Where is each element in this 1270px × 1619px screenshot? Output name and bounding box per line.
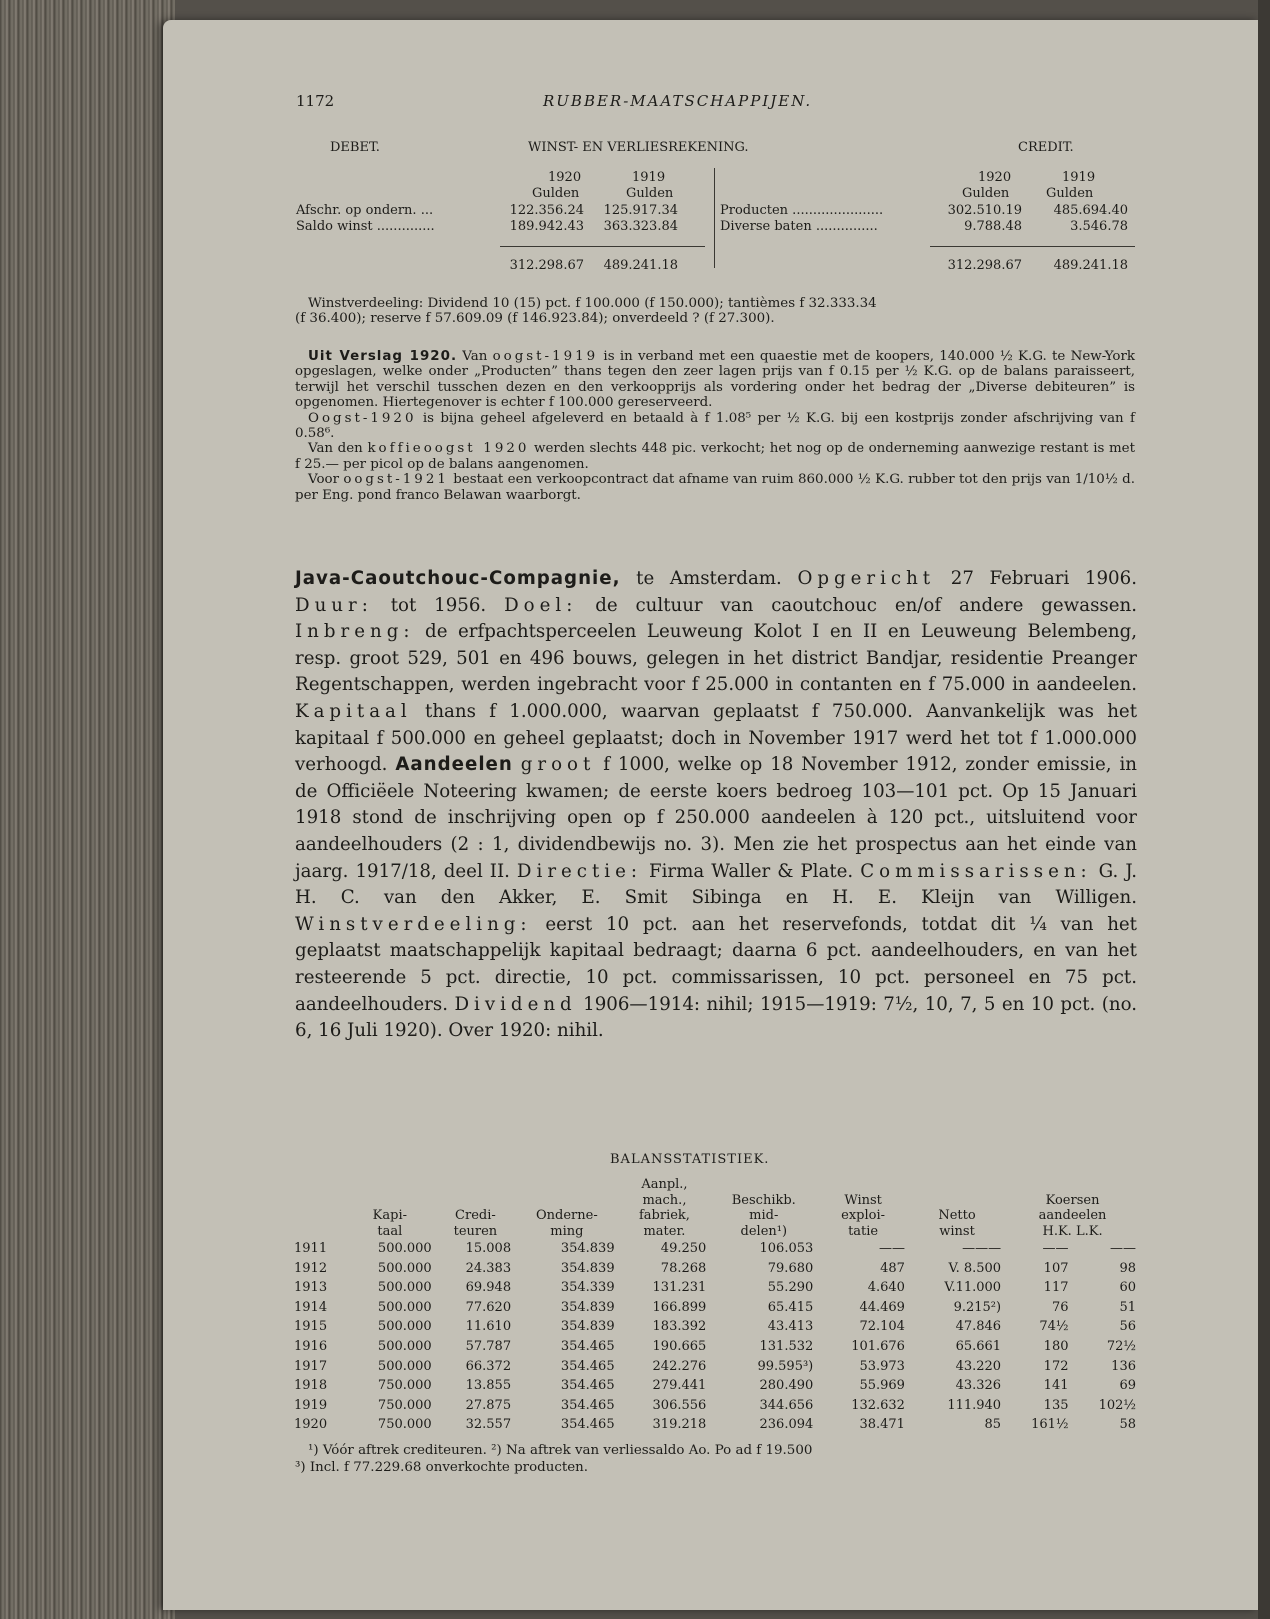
table-cell: 9.215²) xyxy=(953,1299,1002,1315)
table-cell: 183.392 xyxy=(652,1319,707,1335)
col-kapitaal: Kapi- taal xyxy=(372,1208,408,1239)
credit-label: Diverse baten ............... xyxy=(720,219,878,234)
table-cell: 131.532 xyxy=(759,1338,814,1354)
table-cell: 98 xyxy=(1119,1260,1136,1276)
verslag-text: bestaat een verkoopcontract dat afname van ruim 860.000 ½ K.G. rubber tot den prijs van 1/10½ d. per Eng. pond franco Belawan waarborgt. xyxy=(295,472,1135,503)
table-cell: 11.610 xyxy=(465,1319,512,1335)
wv-divider xyxy=(714,168,715,268)
table-cell: 43.220 xyxy=(955,1358,1002,1374)
verslag-text: Van den xyxy=(308,441,368,457)
table-cell: 354.465 xyxy=(560,1358,615,1374)
verslag-text: Voor xyxy=(308,472,344,488)
col-koersen: Koersen aandeelen H.K. L.K. xyxy=(1038,1192,1107,1239)
table-cell: 72.104 xyxy=(859,1319,905,1335)
table-cell: 101.676 xyxy=(851,1338,905,1354)
table-cell: 500.000 xyxy=(377,1319,432,1335)
col-winst: Winst exploi- tatie xyxy=(841,1192,886,1239)
debit-unit-1919: Gulden xyxy=(626,186,674,201)
table-cell: 172 xyxy=(1043,1358,1069,1374)
debit-year-1919: 1919 xyxy=(632,170,666,185)
table-cell: 354.465 xyxy=(560,1378,615,1394)
table-cell: 57.787 xyxy=(465,1338,512,1354)
body-text: f 1000, welke op 18 November 1912, zonder emissie, in de Officiëele Noteering kwamen; de eerste koers bedroeg 103—101 pct. Op 15 Januari 1918 stond de inschrijving open op f 250.000 aandeelen à 120 pct., uitsluitend voor aandeelhouders (2 : 1, dividendbewijs no. 3). Men zie het prospectus aan het einde van jaarg. 1917/18, deel II. xyxy=(295,754,1137,882)
body-text: de erfpachtsperceelen Leuweung Kolot I en II en Leuweung Belembeng, resp. groot 529, 501 en 496 bouws, gelegen in het district Bandjar, residentie Preanger Regentschappen, werden ingebracht voor f 25.000 in contanten en f 75.000 in aandeelen. xyxy=(295,621,1137,696)
verslag xyxy=(295,349,1135,503)
table-body xyxy=(290,1239,1140,1435)
debit-label: Saldo winst .............. xyxy=(296,219,435,234)
verslag-text: is bijna geheel afgeleverd en betaald à f 1.08⁵ per ½ K.G. bij een kostprijs zonder afschrijving van f 0.58⁶. xyxy=(295,410,1135,442)
table-cell: 354.839 xyxy=(560,1319,615,1335)
page-number: 1172 xyxy=(296,92,335,110)
table-cell: 161½ xyxy=(1031,1417,1069,1433)
table-cell: 354.839 xyxy=(560,1260,615,1276)
company-description xyxy=(295,566,1137,1045)
table-cell: 24.383 xyxy=(465,1260,512,1276)
table-cell: 76 xyxy=(1051,1299,1069,1315)
body-text: Firma Waller & Plate. xyxy=(641,860,861,882)
balansstatistiek-title: BALANSSTATISTIEK. xyxy=(610,1152,770,1167)
verslag-heading: Uit Verslag 1920. xyxy=(308,349,458,364)
table-cell: —— xyxy=(1110,1241,1136,1256)
table-cell-year: 1918 xyxy=(294,1378,328,1394)
table-cell: 38.471 xyxy=(859,1417,905,1433)
credit-total: 489.241.18 xyxy=(1053,258,1128,273)
credit-label: Producten ...................... xyxy=(720,203,884,218)
table-cell: 49.250 xyxy=(660,1241,707,1256)
table-cell: 78.268 xyxy=(660,1260,707,1276)
debit-value: 122.356.24 xyxy=(509,203,584,218)
body-text: te Amsterdam. xyxy=(620,568,798,589)
table-cell: 190.665 xyxy=(652,1338,707,1354)
body-text: tot 1956. xyxy=(372,594,505,616)
table-cell: 79.680 xyxy=(767,1260,814,1276)
verslag-text: is in verband met een quaestie met de koopers, 140.000 ½ K.G. te New-York opgeslagen, welke onder „Producten” thans tegen den zeer lagen prijs van f 0.15 per ½ K.G. op de balans paraisseert, terwijl het verschil tusschen dezen en den verkoopprijs als vordering onder het bedrag der „Diverse debiteuren” is opgenomen. Hiertegenover is echter f 100.000 gereserveerd. xyxy=(295,349,1136,411)
keyword: Duur: xyxy=(295,594,373,616)
table-cell: 166.899 xyxy=(652,1299,707,1315)
table-cell: 750.000 xyxy=(377,1397,432,1413)
table-cell: 60 xyxy=(1119,1280,1136,1296)
keyword: Directie: xyxy=(516,860,642,882)
keyword: Inbreng: xyxy=(295,621,415,643)
body-text: de cultuur van caoutchouc en/of andere gewassen. xyxy=(577,594,1137,616)
table-cell: 279.441 xyxy=(652,1378,707,1394)
winstverdeeling-line: (f 36.400); reserve f 57.609.09 (f 146.923.84); onverdeeld ? (f 27.300). xyxy=(295,311,775,327)
right-edge xyxy=(1258,0,1270,1619)
table-cell: 77.620 xyxy=(465,1299,512,1315)
credit-unit-1920: Gulden xyxy=(962,186,1010,201)
table-cell: 500.000 xyxy=(377,1280,432,1296)
table-cell: 107 xyxy=(1043,1260,1069,1276)
table-row xyxy=(290,1239,1140,1259)
table-cell: 500.000 xyxy=(377,1299,432,1315)
table-row xyxy=(290,1396,1140,1416)
table-cell: —— xyxy=(1042,1241,1069,1256)
table-cell: 43.413 xyxy=(767,1319,814,1335)
table-cell-year: 1920 xyxy=(294,1417,328,1433)
body-text: 27 Februari 1906. xyxy=(935,568,1137,589)
debit-total: 489.241.18 xyxy=(603,258,678,273)
table-cell-year: 1911 xyxy=(294,1241,328,1256)
credit-value: 3.546.78 xyxy=(1070,219,1128,234)
table-cell: 500.000 xyxy=(377,1358,432,1374)
table-cell: 354.465 xyxy=(560,1397,615,1413)
credit-sum-rule xyxy=(930,246,1135,247)
table-cell: 51 xyxy=(1119,1299,1136,1315)
keyword: Doel: xyxy=(504,594,578,616)
table-row xyxy=(290,1278,1140,1298)
verslag-text: Van xyxy=(457,349,493,364)
footnote-line: ¹) Vóór aftrek crediteuren. ²) Na aftrek van verliessaldo Ao. Po ad f 19.500 xyxy=(308,1443,813,1458)
table-cell: 280.490 xyxy=(759,1378,814,1394)
credit-label: CREDIT. xyxy=(1018,140,1074,155)
table-row xyxy=(290,1259,1140,1279)
debit-value: 125.917.34 xyxy=(603,203,678,218)
table-cell: 354.465 xyxy=(560,1417,615,1433)
table-cell: 56 xyxy=(1119,1319,1136,1335)
credit-year-1919: 1919 xyxy=(1062,170,1096,185)
body-text: G. J. H. C. van den Akker, E. Smit Sibinga en H. E. Kleijn van Willigen. xyxy=(295,860,1137,909)
credit-value: 9.788.48 xyxy=(964,219,1022,234)
table-cell: 750.000 xyxy=(377,1378,432,1394)
table-cell: 117 xyxy=(1043,1280,1069,1296)
debit-total: 312.298.67 xyxy=(509,258,584,273)
table-row xyxy=(290,1298,1140,1318)
credit-value: 302.510.19 xyxy=(947,203,1022,218)
table-cell: 354.465 xyxy=(560,1338,615,1354)
table-cell: 306.556 xyxy=(652,1397,707,1413)
table-cell: 354.839 xyxy=(560,1299,615,1315)
table-row xyxy=(290,1317,1140,1337)
keyword: groot xyxy=(520,754,596,776)
table-cell: 55.290 xyxy=(767,1280,814,1296)
table-row xyxy=(290,1337,1140,1357)
footnotes xyxy=(295,1442,1135,1476)
winstverdeeling xyxy=(295,296,1135,327)
verslag-keyword: oogst-1921 xyxy=(343,472,449,488)
table-cell: 487 xyxy=(880,1260,905,1276)
debit-value: 189.942.43 xyxy=(509,219,584,234)
table-cell: 180 xyxy=(1043,1338,1069,1354)
table-cell: 344.656 xyxy=(759,1397,814,1413)
credit-unit-1919: Gulden xyxy=(1046,186,1094,201)
table-cell: 66.372 xyxy=(465,1358,512,1374)
verslag-keyword: koffieoogst 1920 xyxy=(367,441,530,457)
table-cell: 55.969 xyxy=(859,1378,905,1394)
table-cell: 53.973 xyxy=(859,1358,905,1374)
table-cell: 65.661 xyxy=(955,1338,1002,1354)
table-cell: 102½ xyxy=(1098,1397,1136,1413)
table-cell: 131.231 xyxy=(652,1280,707,1296)
col-aanplant: Aanpl., mach., fabriek, mater. xyxy=(638,1177,690,1239)
balansstatistiek-table xyxy=(290,1177,1140,1435)
col-crediteuren: Credi- teuren xyxy=(453,1208,498,1239)
table-cell: 85 xyxy=(984,1417,1002,1433)
body-text: thans f 1.000.000, waarvan geplaatst f 750.000. Aanvankelijk was het kapitaal f 500.000 en geheel geplaatst; doch in November 1917 werd het tot f 1.000.000 verhoogd. xyxy=(295,700,1137,776)
col-netto: Netto winst xyxy=(938,1208,976,1239)
table-cell: 99.595³) xyxy=(757,1358,814,1374)
table-cell: —— xyxy=(878,1241,905,1256)
body-text xyxy=(513,754,521,775)
table-cell-year: 1919 xyxy=(294,1397,328,1413)
credit-value: 485.694.40 xyxy=(1053,203,1128,218)
debit-year-1920: 1920 xyxy=(548,170,582,185)
table-cell: 111.940 xyxy=(947,1397,1002,1413)
keyword: Aandeelen xyxy=(395,754,513,776)
table-cell: 47.846 xyxy=(955,1319,1002,1335)
table-row xyxy=(290,1376,1140,1396)
col-onderneming: Onderne- ming xyxy=(536,1208,598,1239)
table-cell: 319.218 xyxy=(652,1417,707,1433)
debet-label: DEBET. xyxy=(330,140,380,155)
table-cell: 500.000 xyxy=(377,1260,432,1276)
table-cell: 135 xyxy=(1043,1397,1069,1413)
table-cell: 44.469 xyxy=(859,1299,905,1315)
keyword: Opgericht xyxy=(797,568,936,589)
page-edges xyxy=(0,0,175,1619)
table-cell: 141 xyxy=(1043,1378,1069,1394)
table-cell: 236.094 xyxy=(759,1417,814,1433)
table-cell-year: 1916 xyxy=(294,1338,328,1354)
debit-value: 363.323.84 xyxy=(603,219,678,234)
table-cell: 27.875 xyxy=(465,1397,512,1413)
table-row xyxy=(290,1415,1140,1435)
table-cell: 58 xyxy=(1119,1417,1136,1433)
table-cell-year: 1915 xyxy=(294,1319,328,1335)
table-cell: 69.948 xyxy=(465,1280,512,1296)
table-cell: 74½ xyxy=(1039,1319,1069,1335)
table-cell: 132.632 xyxy=(851,1397,905,1413)
verslag-text: werden slechts 448 pic. verkocht; het nog op de onderneming aanwezige restant is met f 25.— per picol op de balans aangenomen. xyxy=(295,441,1135,472)
footnote-line: ³) Incl. f 77.229.68 onverkochte producten. xyxy=(295,1460,589,1475)
table-cell-year: 1912 xyxy=(294,1260,328,1276)
table-cell: 354.839 xyxy=(560,1241,615,1256)
table-cell: 242.276 xyxy=(652,1358,707,1374)
table-cell: 106.053 xyxy=(759,1241,814,1256)
table-cell-year: 1913 xyxy=(294,1280,328,1296)
table-cell: 500.000 xyxy=(377,1241,432,1256)
debit-unit-1920: Gulden xyxy=(532,186,580,201)
table-cell: 32.557 xyxy=(465,1417,512,1433)
verslag-keyword: Oogst-1920 xyxy=(308,410,417,426)
table-cell: V. 8.500 xyxy=(948,1260,1002,1276)
keyword: Commissarissen: xyxy=(860,860,1092,882)
table-cell: 43.326 xyxy=(955,1378,1002,1394)
credit-total: 312.298.67 xyxy=(947,258,1022,273)
col-beschikbaar: Beschikb. mid- delen¹) xyxy=(731,1192,796,1239)
credit-year-1920: 1920 xyxy=(978,170,1012,185)
winstverdeeling-line: Winstverdeeling: Dividend 10 (15) pct. f 100.000 (f 150.000); tantièmes f 32.333.34 xyxy=(308,296,877,311)
table-cell: 72½ xyxy=(1106,1338,1136,1354)
table-cell: 69 xyxy=(1119,1378,1136,1394)
table-cell: V.11.000 xyxy=(944,1280,1002,1296)
page-title: RUBBER-MAATSCHAPPIJEN. xyxy=(543,92,813,110)
table-cell: 65.415 xyxy=(767,1299,814,1315)
table-cell-year: 1917 xyxy=(294,1358,328,1374)
table-cell: 750.000 xyxy=(377,1417,432,1433)
keyword: Dividend xyxy=(454,993,577,1015)
wv-title: WINST- EN VERLIESREKENING. xyxy=(528,140,749,155)
body-text: 1906—1914: nihil; 1915—1919: 7½, 10, 7, 5 en 10 pct. (no. 6, 16 Juli 1920). Over 1920: nihil. xyxy=(295,993,1137,1042)
body-text: eerst 10 pct. aan het reservefonds, totdat dit ¼ van het geplaatst maatschappelijk kapitaal bedraagt; daarna 6 pct. aandeelhouders, en van het resteerende 5 pct. directie, 10 pct. commissarissen, 10 pct. personeel en 75 pct. aandeelhouders. xyxy=(295,913,1137,1015)
table-cell-year: 1914 xyxy=(294,1299,328,1315)
table-cell: 15.008 xyxy=(465,1241,512,1256)
table-cell: 136 xyxy=(1111,1358,1136,1374)
keyword: Kapitaal xyxy=(295,700,412,722)
verslag-keyword: oogst-1919 xyxy=(492,349,599,364)
company-name: Java-Caoutchouc-Compagnie, xyxy=(295,568,621,589)
table-cell: 4.640 xyxy=(867,1280,905,1296)
table-cell: 500.000 xyxy=(377,1338,432,1354)
table-row xyxy=(290,1357,1140,1377)
col-year xyxy=(290,1177,344,1239)
debit-sum-rule xyxy=(500,246,705,247)
keyword: Winstverdeeling: xyxy=(295,913,532,935)
debit-label: Afschr. op ondern. ... xyxy=(296,203,434,218)
table-cell: ——— xyxy=(962,1241,1002,1256)
table-cell: 13.855 xyxy=(465,1378,512,1394)
table-cell: 354.339 xyxy=(560,1280,615,1296)
table-header-row xyxy=(290,1177,1140,1239)
